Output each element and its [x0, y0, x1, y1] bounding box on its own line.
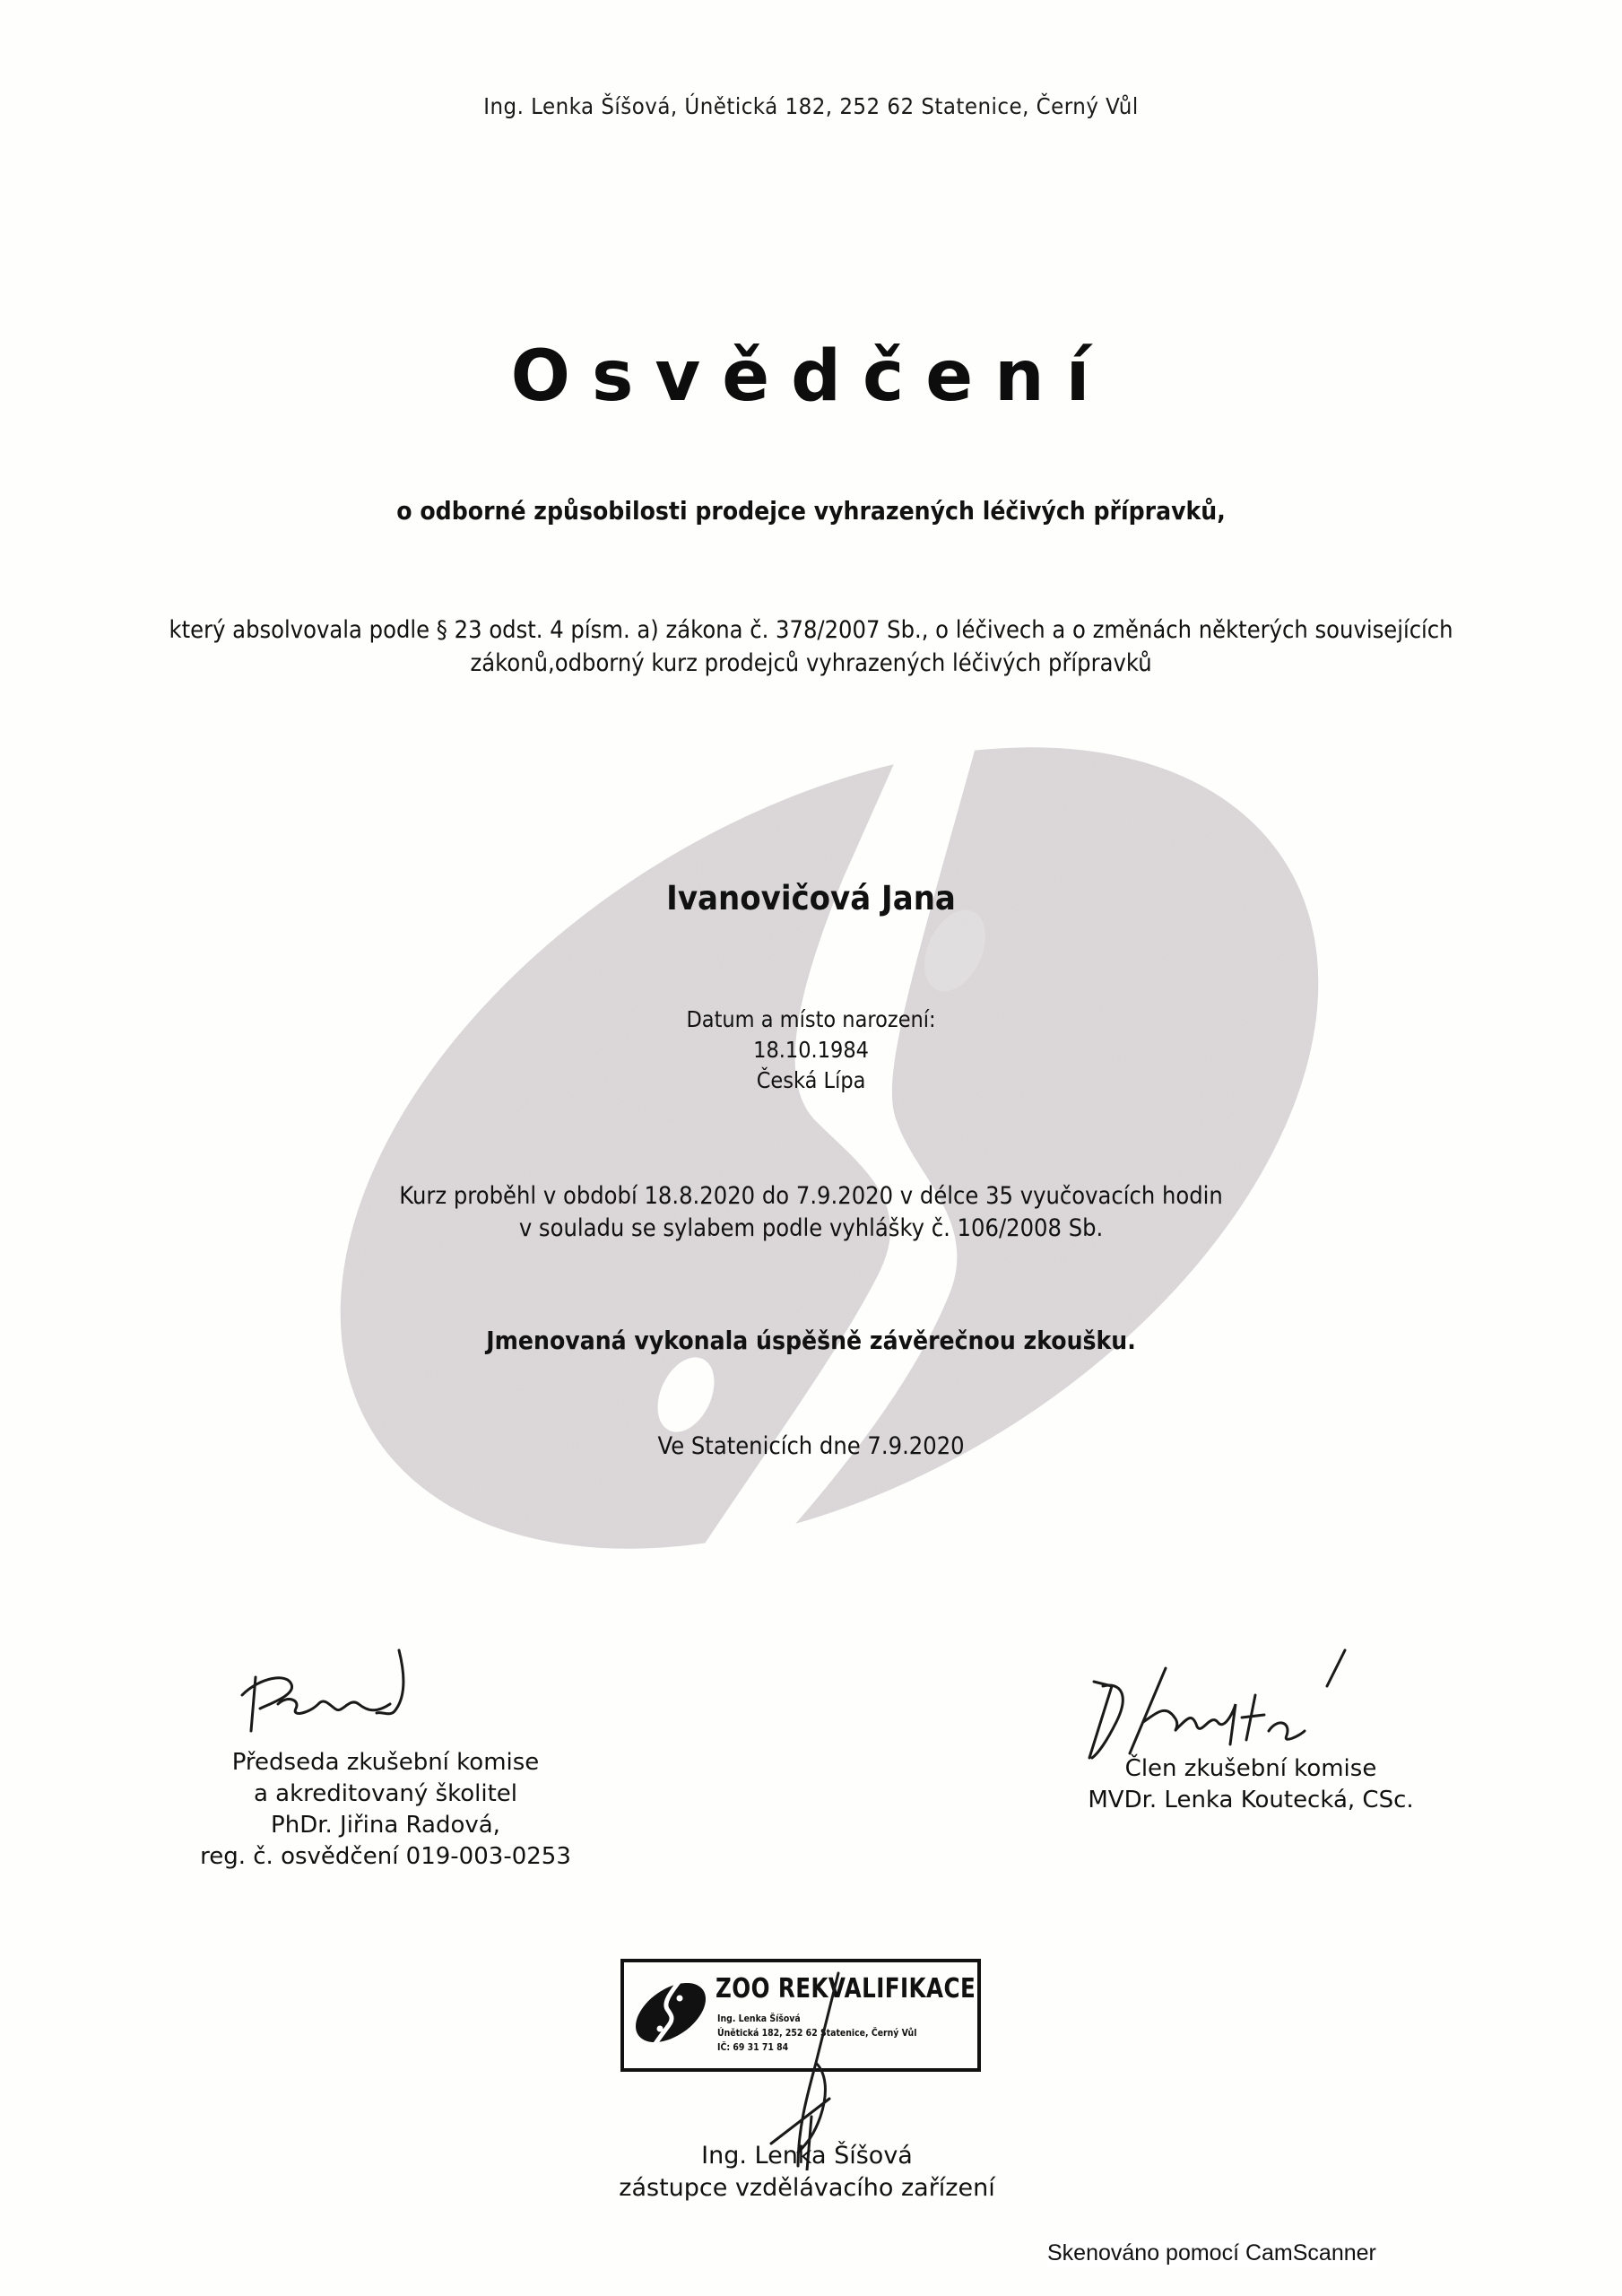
- stamp-organization-name: ZOO REKVALIFIKACE: [716, 1973, 976, 2005]
- stamp-company-id: IČ: 69 31 71 84: [717, 2041, 789, 2053]
- zoo-rekvalifikace-logo-icon: [629, 1971, 712, 2054]
- course-line-2: v souladu se sylabem podle vyhlášky č. 106/2008 Sb.: [518, 1214, 1104, 1242]
- place-and-date: Ve Statenicích dne 7.9.2020: [657, 1432, 965, 1460]
- legal-basis-line-1: který absolvovala podle § 23 odst. 4 písm. a) zákona č. 378/2007 Sb., o léčivech a o změnách některých souvisejících: [169, 616, 1453, 644]
- stamp-address: Únětická 182, 252 62 Statenice, Černý Vůl: [717, 2027, 917, 2039]
- scanner-watermark-text: Skenováno pomocí CamScanner: [1047, 2240, 1376, 2266]
- legal-basis-line-2: zákonů,odborný kurz prodejců vyhrazených léčivých přípravků: [470, 649, 1152, 677]
- chair-name: PhDr. Jiřina Radová,: [271, 1812, 500, 1839]
- birth-place: Česká Lípa: [756, 1067, 866, 1093]
- member-name: MVDr. Lenka Koutecká, CSc.: [1088, 1787, 1414, 1813]
- letterhead-address: Ing. Lenka Šíšová, Únětická 182, 252 62 Statenice, Černý Vůl: [483, 93, 1139, 119]
- recipient-name: Ivanovičová Jana: [666, 879, 956, 918]
- chair-signature-block: [161, 1747, 610, 1873]
- legal-basis-text: [82, 613, 1541, 680]
- member-signature: [1076, 1632, 1399, 1767]
- chair-registration: reg. č. osvědčení 019-003-0253: [200, 1843, 571, 1870]
- member-role: Člen zkušební komise: [1124, 1755, 1377, 1782]
- director-name: Ing. Lenka Šíšová: [701, 2142, 913, 2170]
- course-line-1: Kurz proběhl v období 18.8.2020 do 7.9.2020 v délce 35 vyučovacích hodin: [399, 1182, 1223, 1210]
- course-info: [82, 1180, 1541, 1245]
- watermark-logo-icon: [269, 700, 1390, 1596]
- birth-label: Datum a místo narození:: [686, 1006, 936, 1032]
- chair-signature: [224, 1641, 430, 1740]
- stamp-owner: Ing. Lenka Šíšová: [717, 2013, 801, 2024]
- member-signature-block: [1054, 1753, 1448, 1816]
- chair-role-line-2: a akreditovaný školitel: [253, 1780, 518, 1807]
- birth-date: 18.10.1984: [753, 1037, 869, 1063]
- certificate-title: Osvědčení: [510, 336, 1112, 417]
- certificate-subtitle: o odborné způsobilosti prodejce vyhrazených léčivých přípravků,: [396, 496, 1226, 526]
- birth-info: [82, 1004, 1541, 1096]
- chair-role-line-1: Předseda zkušební komise: [231, 1749, 540, 1776]
- director-signature-block: [583, 2140, 1031, 2205]
- director-role: zástupce vzdělávacího zařízení: [619, 2174, 995, 2202]
- exam-result: Jmenovaná vykonala úspěšně závěrečnou zkoušku.: [486, 1326, 1136, 1355]
